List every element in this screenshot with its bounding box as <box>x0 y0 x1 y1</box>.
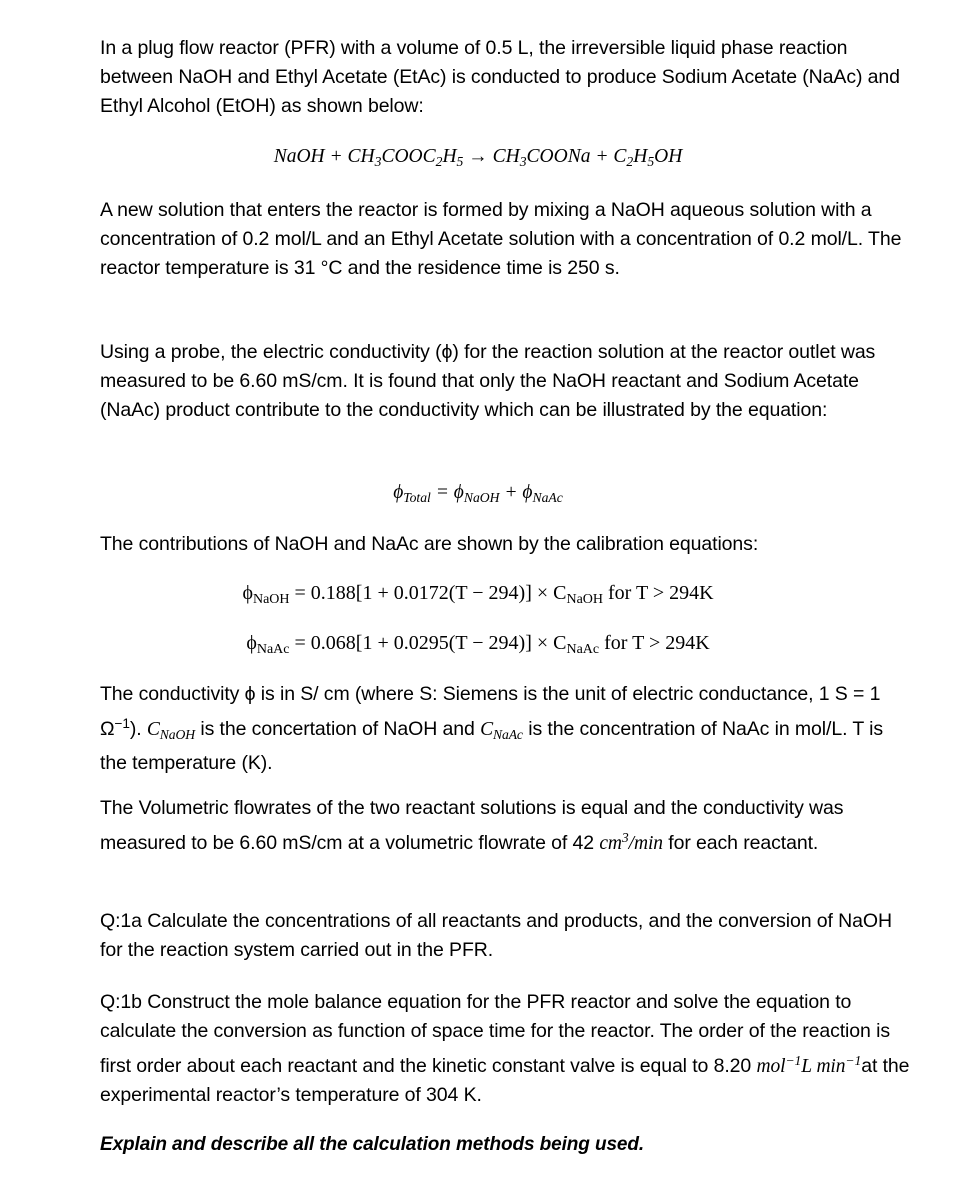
conductivity-paragraph: Using a probe, the electric conductivity (ϕ) for the reaction solution at the reactor outlet was measured to be 6.60 mS/cm. It is found that only the NaOH reactant and Sodium Acetate (NaAc) product contribute to the conductivity which can be illustrated by the equation: <box>100 341 876 421</box>
calibration-equation-naoh: $\phi_{NaOH} = 0.188[1 + 0.0172(T - 294)] \times C_{NaOH}$ for T > 294K <box>242 582 714 608</box>
intro-paragraph: In a plug flow reactor (PFR) with a volume of 0.5 L, the irreversible liquid phase reaction between NaOH and Ethyl Acetate (EtAc) is conducted to produce Sodium Acetate (NaAc) and Ethyl Alcohol (EtOH) as shown below: <box>100 37 900 117</box>
question-1a: Q:1a Calculate the concentrations of all reactants and products, and the conversion of NaOH for the reaction system carried out in the PFR. <box>100 910 892 961</box>
reaction-equation: NaOH + $CH_3COOC_2H_5$ → $CH_3COONa + C_2H_5OH$ <box>273 146 683 170</box>
question-1b: Q:1b Construct the mole balance equation for the PFR reactor and solve the equation to calculate the conversion as function of space time for the reactor. The order of the reaction is first order about each reactant and the kinetic constant valve is equal to 8.20 mol$^{-1}$L $\min^{-1}at$ the experimental reactor’s temperature of 304 K. <box>100 991 910 1106</box>
instruction-note: Explain and describe all the calculation methods being used. <box>100 1134 645 1155</box>
flowrate-paragraph: The Volumetric flowrates of the two reactant solutions is equal and the conductivity was measured to be 6.60 mS/cm at a volumetric flowrate of 42 $cm^3/\min$ for each reactant. <box>100 797 844 854</box>
total-conductivity-equation: $\phi_{Total} = \phi_{NaOH} + \phi_{NaAc}$ <box>393 482 563 506</box>
units-paragraph: The conductivity ϕ is in S/ cm (where S: Siemens is the unit of electric conductance, 1 S = 1 $\Omega^{-1}$). $C_{NaOH}$ is the concertation of NaOH and $C_{NaAc}$ is the concentration of NaAc in mol/L. T is the temperature (K). <box>100 683 884 774</box>
feed-paragraph: A new solution that enters the reactor is formed by mixing a NaOH aqueous solution with a concentration of 0.2 mol/L and an Ethyl Acetate solution with a concentration of 0.2 mol/L. The reactor temperature is 31 °C and the residence time is 250 s. <box>100 199 902 279</box>
calibration-equation-naac: $\phi_{NaAc} = 0.068[1 + 0.0295(T - 294)] \times C_{NaAc}$ for T > 294K <box>246 632 710 658</box>
calibration-intro: The contributions of NaOH and NaAc are shown by the calibration equations: <box>100 533 759 555</box>
